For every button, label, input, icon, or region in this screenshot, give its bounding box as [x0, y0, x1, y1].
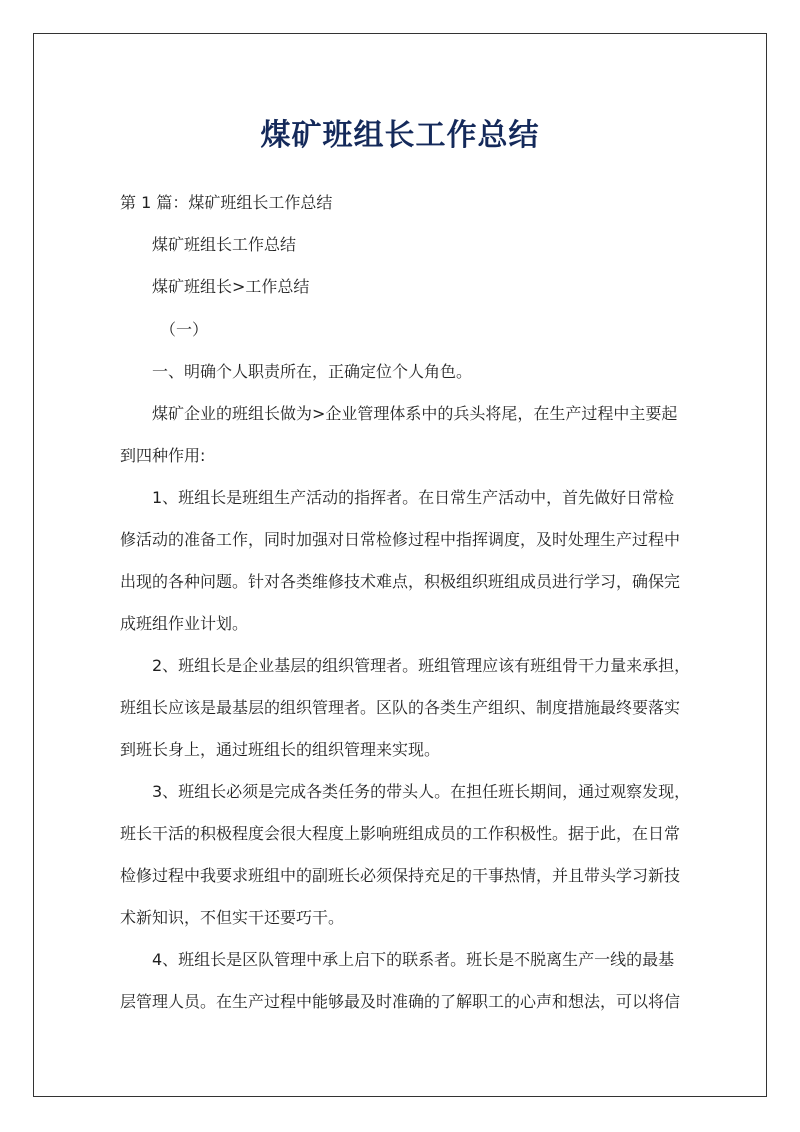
- document-title: 煤矿班组长工作总结: [260, 118, 540, 153]
- section-number: （一）: [160, 320, 209, 339]
- paragraph-line: 出现的各种问题。针对各类维修技术难点，积极组织班组成员进行学习，确保完: [120, 572, 681, 591]
- chapter-heading: 第 1 篇：煤矿班组长工作总结: [120, 193, 333, 212]
- paragraph-line: 术新知识，不但实干还要巧干。: [120, 908, 345, 927]
- paragraph-line: 3、班组长必须是完成各类任务的带头人。在担任班长期间，通过观察发现，: [152, 782, 691, 801]
- paragraph-line: 2、班组长是企业基层的组织管理者。班组管理应该有班组骨干力量来承担，: [152, 656, 691, 675]
- subtitle-line: 煤矿班组长工作总结: [152, 235, 297, 254]
- paragraph-line: 班组长应该是最基层的组织管理者。区队的各类生产组织、制度措施最终要落实: [120, 698, 681, 717]
- paragraph-line: 层管理人员。在生产过程中能够最及时准确的了解职工的心声和想法，可以将信: [120, 992, 681, 1011]
- paragraph-line: 到班长身上，通过班组长的组织管理来实现。: [120, 740, 441, 759]
- paragraph-line: 检修过程中我要求班组中的副班长必须保持充足的干事热情，并且带头学习新技: [120, 866, 681, 885]
- paragraph-line: 1、班组长是班组生产活动的指挥者。在日常生产活动中，首先做好日常检: [152, 488, 675, 507]
- paragraph-line: 修活动的准备工作，同时加强对日常检修过程中指挥调度，及时处理生产过程中: [120, 530, 681, 549]
- section-heading: 一、明确个人职责所在，正确定位个人角色。: [152, 362, 473, 381]
- paragraph-line: 班长干活的积极程度会很大程度上影响班组成员的工作积极性。据于此，在日常: [120, 824, 681, 843]
- paragraph-line: 煤矿企业的班组长做为>企业管理体系中的兵头将尾，在生产过程中主要起: [152, 404, 678, 423]
- subtitle-line: 煤矿班组长>工作总结: [152, 277, 310, 296]
- paragraph-line: 到四种作用:: [120, 446, 206, 465]
- paragraph-line: 成班组作业计划。: [120, 614, 249, 633]
- paragraph-line: 4、班组长是区队管理中承上启下的联系者。班长是不脱离生产一线的最基: [152, 950, 675, 969]
